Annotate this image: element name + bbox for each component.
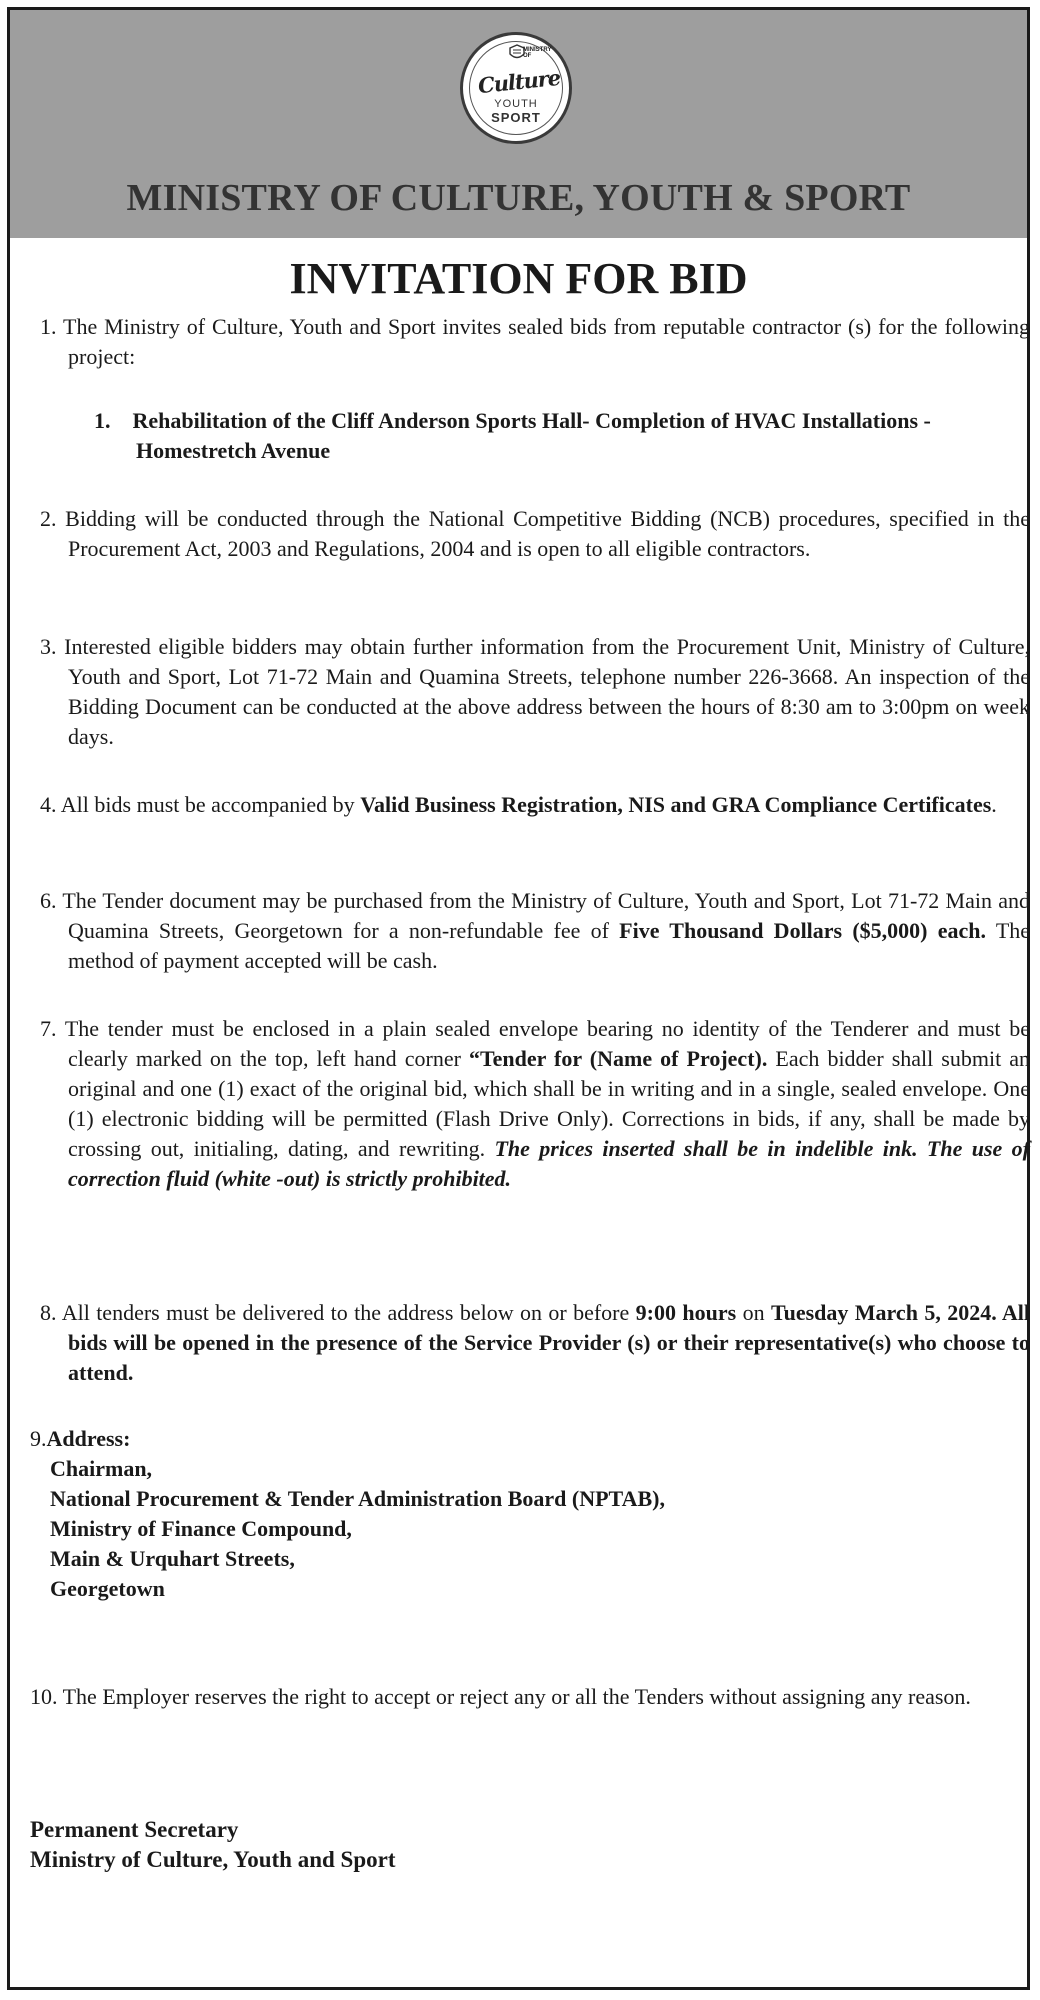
section-2: 2. Bidding will be conducted through the National Competitive Bidding (NCB) procedures, specified in the Procurement Act, 2003 and Regulations, 2004 and is open to all eligible contractors.	[40, 506, 1030, 561]
page-title: INVITATION FOR BID	[289, 254, 748, 303]
logo-script-text: Culture	[476, 64, 562, 99]
section-9: 9.Address: Chairman, National Procurement & Tender Administration Board (NPTAB), Ministry of Finance Compound, Main & Urquhart Streets, Georgetown	[30, 1424, 1020, 1604]
section-1: 1. The Ministry of Culture, Youth and Sport invites sealed bids from reputable contractor (s) for the following project:	[40, 314, 1031, 369]
logo-youth-text: YOUTH	[494, 98, 538, 110]
signature-title: Permanent Secretary	[30, 1817, 239, 1842]
signature-block	[30, 1815, 395, 1875]
address-line: National Procurement & Tender Administration Board (NPTAB),	[50, 1486, 665, 1511]
project-item: 1. Rehabilitation of the Cliff Anderson Sports Hall- Completion of HVAC Installations - Homestretch Avenue	[94, 408, 931, 463]
signature-ministry: Ministry of Culture, Youth and Sport	[30, 1847, 396, 1872]
section-6: 6. The Tender document may be purchased from the Ministry of Culture, Youth and Sport, Lot 71-72 Main and Quamina Streets, Georgetown for a non-refundable fee of Five Thousand Dollars ($5,000) each. The method of payment accepted will be cash.	[40, 888, 1031, 973]
header-band	[10, 10, 1027, 238]
section-4: 4. All bids must be accompanied by Valid Business Registration, NIS and GRA Compliance Certificates.	[40, 792, 997, 817]
address-line: Chairman,	[50, 1456, 153, 1481]
logo-sport-text: SPORT	[491, 110, 541, 125]
notice-frame	[7, 7, 1030, 1990]
address-line: Ministry of Finance Compound,	[50, 1516, 352, 1541]
section-8: 8. All tenders must be delivered to the address below on or before 9:00 hours on Tuesday March 5, 2024. All bids will be opened in the presence of the Service Provider (s) or their representative(s) who choose to attend.	[40, 1300, 1030, 1385]
logo-top-text: MINISTRY OF	[523, 47, 552, 59]
section-10: 10. The Employer reserves the right to accept or reject any or all the Tenders without assigning any reason.	[30, 1684, 971, 1709]
address-line: Georgetown	[50, 1576, 165, 1601]
ministry-logo	[460, 32, 572, 144]
address-line: Main & Urquhart Streets,	[50, 1546, 295, 1571]
address-block	[50, 1454, 1020, 1604]
section-7: 7. The tender must be enclosed in a plain sealed envelope bearing no identity of the Tenderer and must be clearly marked on the top, left hand corner “Tender for (Name of Project). Each bidder shall submit an original and one (1) exact of the original bid, which shall be in writing and in a single, sealed envelope. One (1) electronic bidding will be permitted (Flash Drive Only). Corrections in bids, if any, shall be made by crossing out, initialing, dating, and rewriting. The prices inserted shall be in indelible ink. The use of correction fluid (white -out) is strictly prohibited.	[40, 1016, 1031, 1191]
ministry-name: MINISTRY OF CULTURE, YOUTH & SPORT	[126, 177, 911, 219]
section-3: 3. Interested eligible bidders may obtain further information from the Procurement Unit, Ministry of Culture, Youth and Sport, Lot 71-72 Main and Quamina Streets, telephone number 226-3668. An inspection of the Bidding Document can be conducted at the above address between the hours of 8:30 am to 3:00pm on week days.	[40, 634, 1030, 749]
